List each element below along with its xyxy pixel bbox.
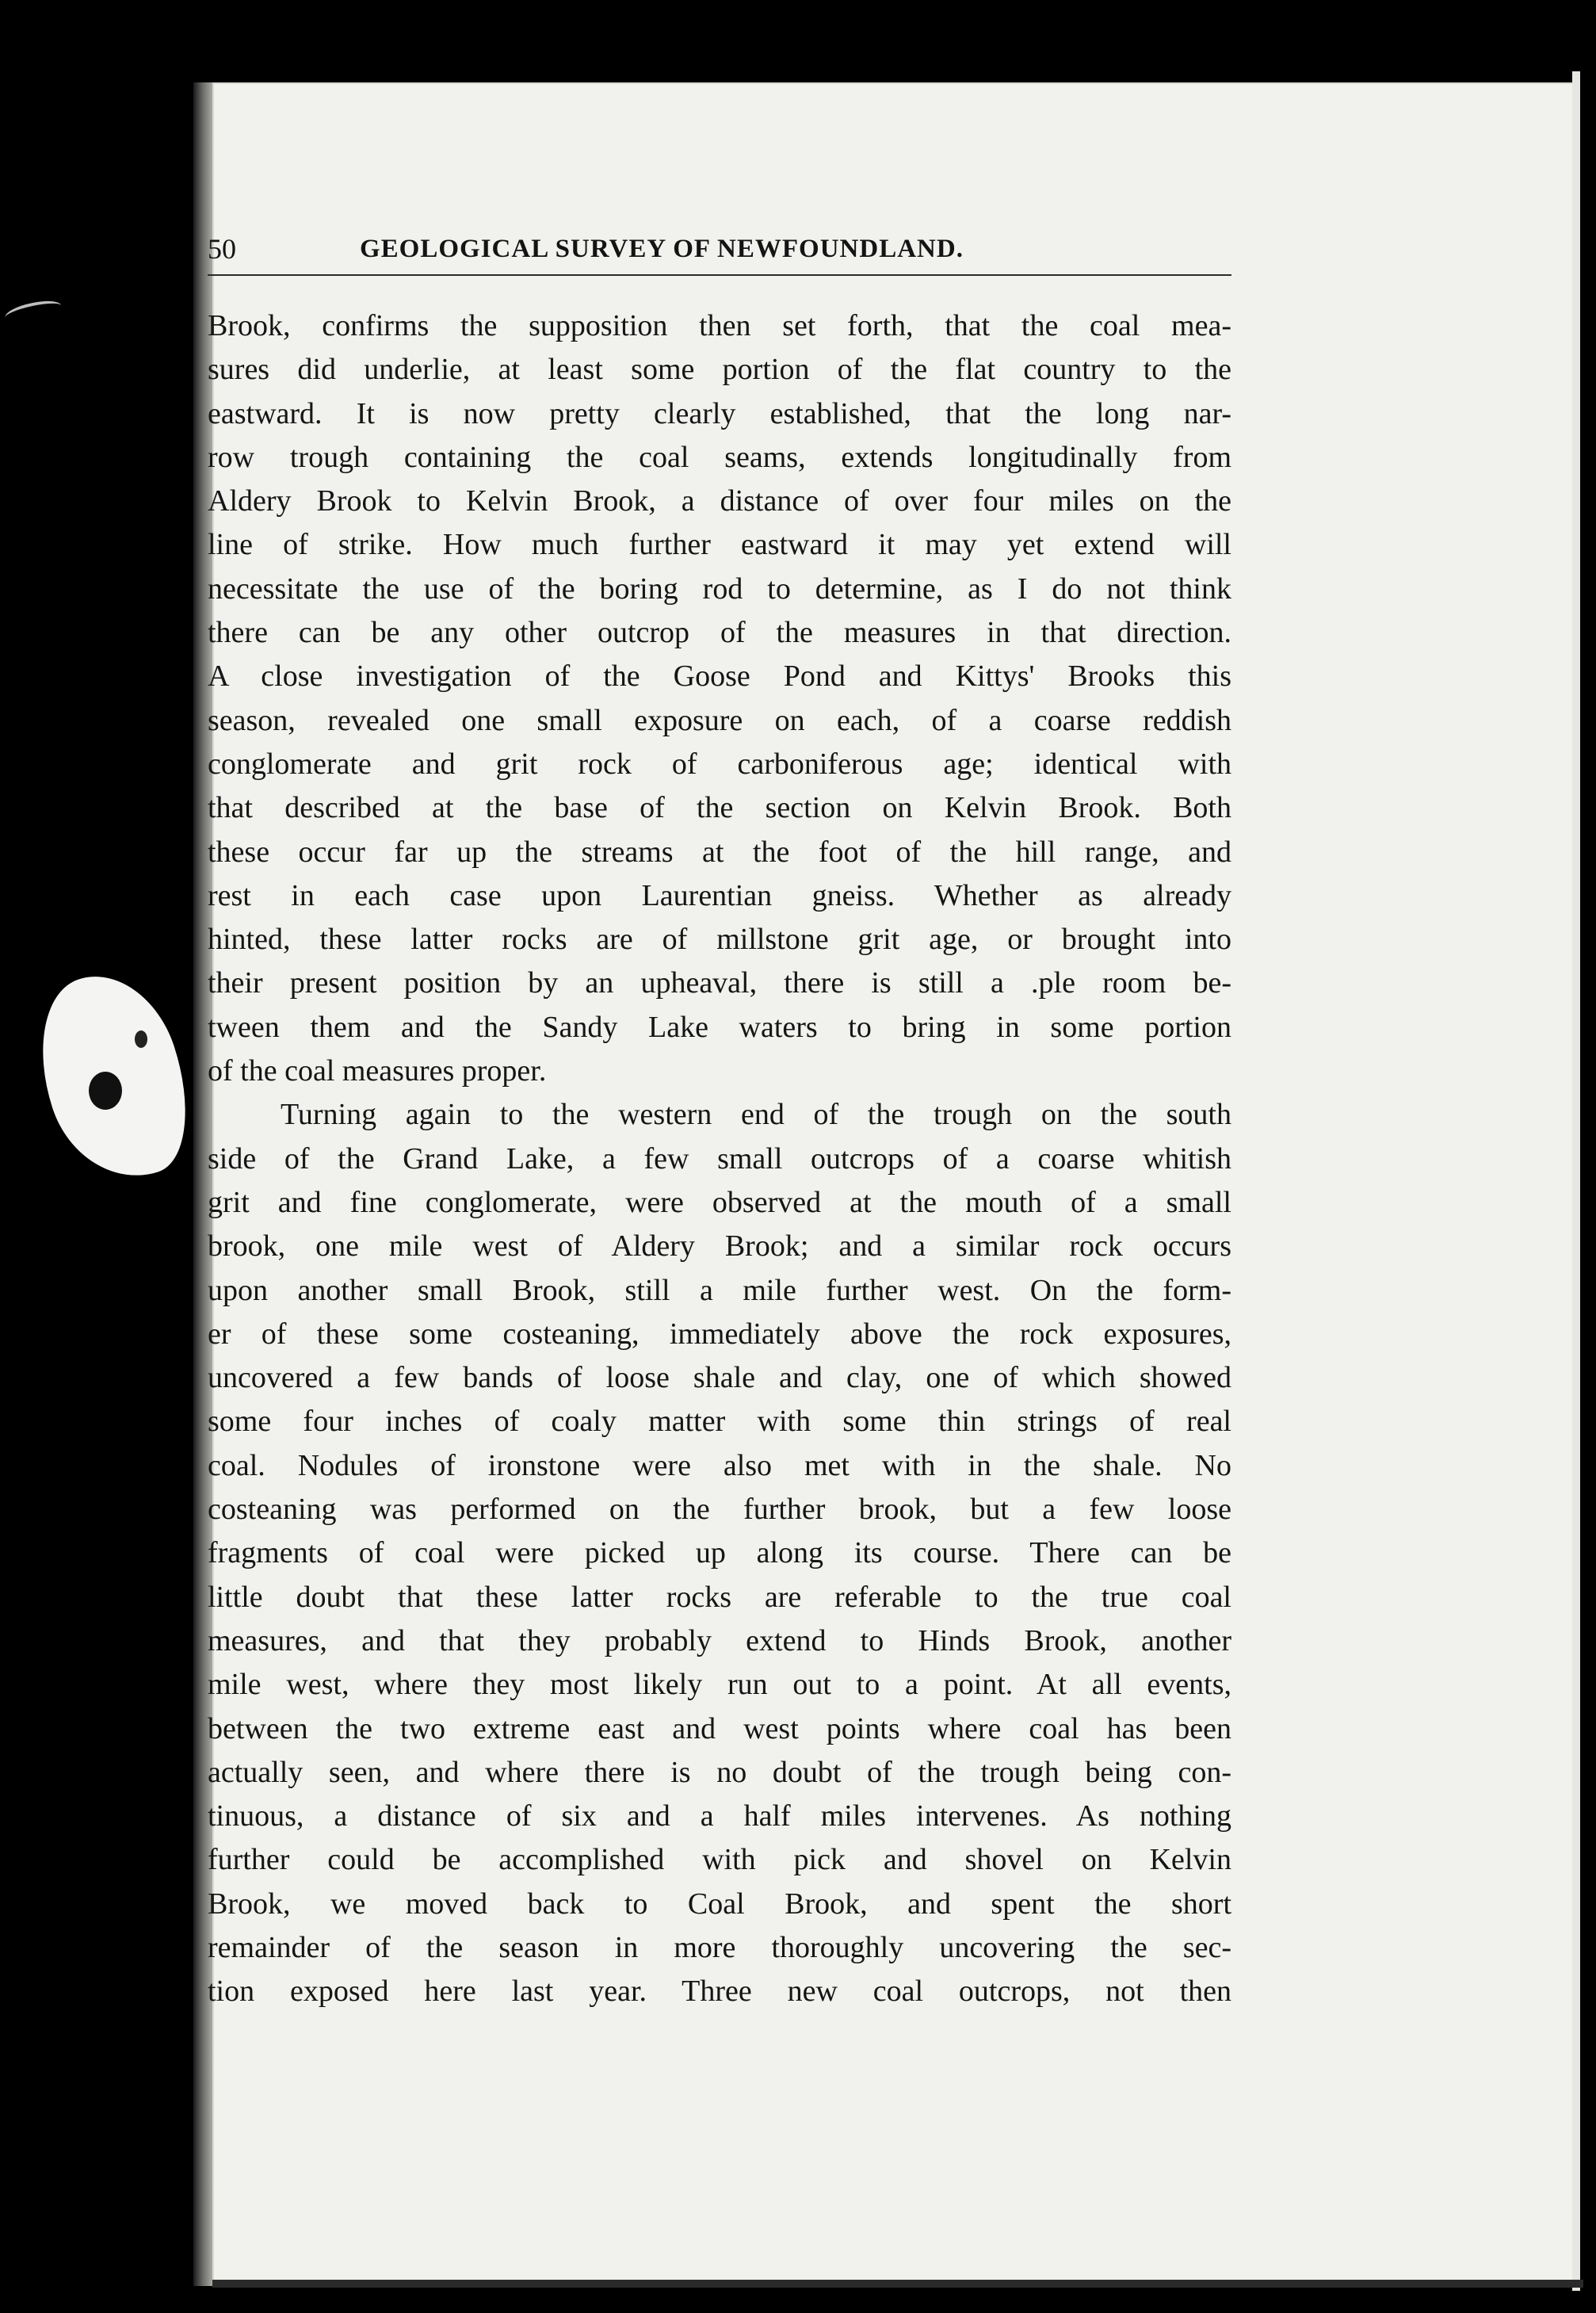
margin-blemish-hole <box>135 1030 147 1048</box>
text-line: tion exposed here last year. Three new coal outcrops, not then <box>208 1975 1231 2009</box>
text-line: that described at the base of the section on Kelvin Brook. Both <box>208 791 1231 825</box>
text-line: grit and fine conglomerate, were observed at the mouth of a small <box>208 1185 1231 1219</box>
margin-speck <box>3 297 63 326</box>
text-line: er of these some costeaning, immediately above the rock exposures, <box>208 1317 1231 1351</box>
text-line: tween them and the Sandy Lake waters to bring in some portion <box>208 1010 1231 1044</box>
margin-blemish-hole <box>89 1072 122 1110</box>
header-rule <box>208 274 1231 276</box>
body-text <box>208 304 1231 2014</box>
text-line: these occur far up the streams at the foot of the hill range, and <box>208 835 1231 869</box>
text-line: side of the Grand Lake, a few small outcrops of a coarse whitish <box>208 1141 1231 1176</box>
text-line: little doubt that these latter rocks are referable to the true coal <box>208 1580 1231 1614</box>
text-line: of the coal measures proper. <box>208 1054 547 1088</box>
text-line: A close investigation of the Goose Pond and Kittys' Brooks this <box>208 659 1231 694</box>
text-line: sures did underlie, at least some portion of the flat country to the <box>208 353 1231 387</box>
page-bottom-shadow <box>212 2280 1583 2288</box>
text-line: Aldery Brook to Kelvin Brook, a distance of over four miles on the <box>208 484 1231 518</box>
paragraph <box>208 1093 1231 2013</box>
text-line: brook, one mile west of Aldery Brook; and a similar rock occurs <box>208 1229 1231 1264</box>
running-title: GEOLOGICAL SURVEY OF NEWFOUNDLAND. <box>360 235 964 263</box>
paragraph <box>208 304 1231 1093</box>
text-line: Brook, we moved back to Coal Brook, and spent the short <box>208 1887 1231 1921</box>
text-line: eastward. It is now pretty clearly established, that the long nar- <box>208 396 1231 430</box>
text-line: Turning again to the western end of the trough on the south <box>281 1098 1231 1132</box>
text-line: actually seen, and where there is no doubt of the trough being con- <box>208 1755 1231 1789</box>
text-line: line of strike. How much further eastward it may yet extend will <box>208 528 1231 562</box>
running-header <box>208 225 1231 273</box>
text-line: tinuous, a distance of six and a half miles intervenes. As nothing <box>208 1799 1231 1833</box>
text-line: upon another small Brook, still a mile further west. On the form- <box>208 1273 1231 1307</box>
text-line: hinted, these latter rocks are of millstone grit age, or brought into <box>208 923 1231 957</box>
text-line: there can be any other outcrop of the measures in that direction. <box>208 616 1231 650</box>
text-line: some four inches of coaly matter with some thin strings of real <box>208 1405 1231 1439</box>
text-line: row trough containing the coal seams, extends longitudinally from <box>208 440 1231 474</box>
text-line: conglomerate and grit rock of carboniferous age; identical with <box>208 747 1231 781</box>
text-line: fragments of coal were picked up along its course. There can be <box>208 1536 1231 1570</box>
text-line: Brook, confirms the supposition then set forth, that the coal mea- <box>208 309 1231 342</box>
text-line: costeaning was performed on the further brook, but a few loose <box>208 1493 1231 1527</box>
page-edge-right <box>1572 71 1580 2291</box>
text-line: between the two extreme east and west points where coal has been <box>208 1711 1231 1745</box>
text-line: necessitate the use of the boring rod to determine, as I do not think <box>208 572 1231 606</box>
text-line: mile west, where they most likely run out to a point. At all events, <box>208 1668 1231 1702</box>
page-number: 50 <box>208 233 236 265</box>
text-line: rest in each case upon Laurentian gneiss. Whether as already <box>208 878 1231 912</box>
text-line: remainder of the season in more thoroughly uncovering the sec- <box>208 1930 1231 1964</box>
text-line: uncovered a few bands of loose shale and clay, one of which showed <box>208 1361 1231 1395</box>
text-line: measures, and that they probably extend to Hinds Brook, another <box>208 1623 1231 1657</box>
text-line: further could be accomplished with pick and shovel on Kelvin <box>208 1843 1231 1877</box>
text-line: their present position by an upheaval, there is still a .ple room be- <box>208 966 1231 1000</box>
text-line: coal. Nodules of ironstone were also met with in the shale. No <box>208 1448 1231 1482</box>
text-line: season, revealed one small exposure on each, of a coarse reddish <box>208 703 1231 737</box>
